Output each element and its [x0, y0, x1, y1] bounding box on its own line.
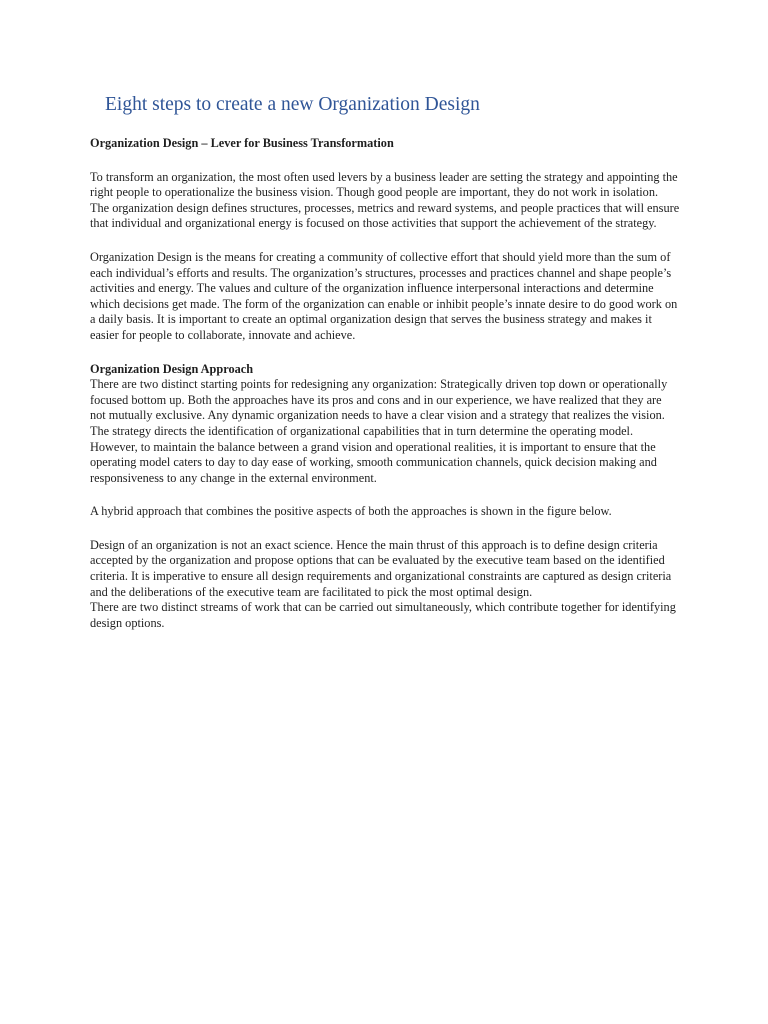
paragraph-design-criteria: Design of an organization is not an exact science. Hence the main thrust of this approach is to define design criteria accepted by the organization and propose options that can be evaluated by the executive team based on the identified criteria. It is imperative to ensure all design requirements and organizational constraints are captured as design criteria and the deliberations of the executive team are facilitated to pick the most optimal design.: [90, 537, 672, 599]
paragraph-starting-points: There are two distinct starting points for redesigning any organization: Strategically driven top down or operationally focused bottom up. Both the approaches have its pros and cons and in our experience, we have realized that they are not mutually exclusive. Any dynamic organization needs to have a clear vision and a strategy that realizes the vision. The strategy directs the identification of organizational capabilities that in turn determine the operating model. However, to maintain the balance between a grand vision and operational realities, it is important to ensure that the operating model caters to day to day ease of working, smooth communication channels, quick decision making and responsiveness to any change in the external environment.: [90, 377, 668, 485]
paragraph-hybrid-approach: A hybrid approach that combines the positive aspects of both the approaches is shown in the figure below.: [90, 504, 612, 519]
section-heading-approach: Organization Design Approach: [90, 361, 254, 376]
paragraph-transform: To transform an organization, the most often used levers by a business leader are setting the strategy and appointing the right people to operationalize the business vision. Though good people are important, they do not work in isolation. The organization design defines structures, processes, metrics and reward systems, and people practices that will ensure that individual and organizational energy is focused on those activities that support the achievement of the strategy.: [90, 169, 680, 231]
paragraph-org-design-means: Organization Design is the means for creating a community of collective effort that should yield more than the sum of each individual’s efforts and results. The organization’s structures, processes and practices channel and shape people’s activities and energy. The values and culture of the organization influence interpersonal interactions and determine which decisions get made. The form of the organization can enable or inhibit people’s innate desire to do good work on a daily basis. It is important to create an optimal organization design that serves the business strategy and makes it easier for people to collaborate, innovate and achieve.: [90, 249, 678, 342]
document-body: [90, 136, 680, 631]
document-title: Eight steps to create a new Organization Design: [105, 94, 480, 115]
section-heading-transformation: Organization Design – Lever for Business Transformation: [90, 136, 394, 150]
paragraph-work-streams: There are two distinct streams of work that can be carried out simultaneously, which contribute together for identifying design options.: [90, 600, 676, 630]
